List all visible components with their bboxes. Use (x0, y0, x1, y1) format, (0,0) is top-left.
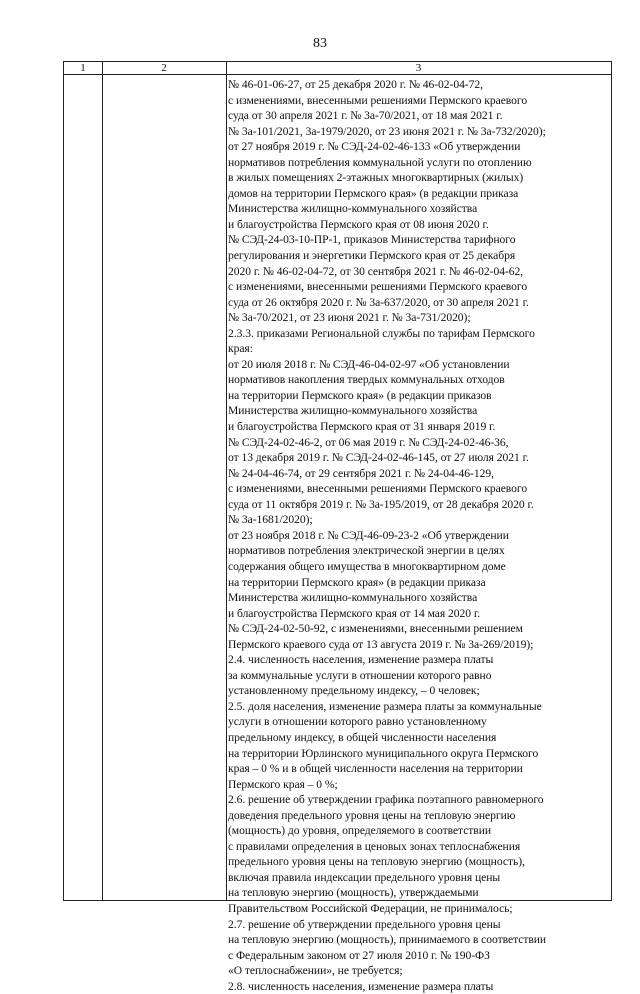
column-divider-1 (102, 62, 103, 900)
text-line: с изменениями, внесенными решениями Пермского краевого (228, 93, 528, 107)
text-line: № СЭД-24-03-10-ПР-1, приказов Министерства тарифного (228, 233, 516, 247)
text-line: предельному индексу, в общей численности населения (228, 730, 497, 744)
text-line: услуги в отношении которого равно установленному (228, 715, 487, 729)
text-line: с Федеральным законом от 27 июля 2010 г. № 190-ФЗ (228, 948, 490, 962)
text-line: установленному предельному индексу, – 0 человек; (228, 684, 480, 698)
text-line: от 20 июля 2018 г. № СЭД-46-04-02-97 «Об установлении (228, 357, 510, 371)
text-line: доведения предельного уровня цены на тепловую энергию (228, 808, 516, 822)
table-cell-col-3 (228, 77, 613, 994)
text-line: и благоустройства Пермского края от 31 января 2019 г. (228, 420, 496, 434)
text-line: домов на территории Пермского края» (в редакции приказа (228, 186, 519, 200)
header-divider (64, 74, 611, 75)
text-line: от 13 декабря 2019 г. № СЭД-24-02-46-145, от 27 июля 2021 г. (228, 451, 529, 465)
text-line: включая правила индексации предельного уровня цены (228, 870, 501, 884)
text-line: на территории Пермского края» (в редакции приказа (228, 575, 486, 589)
text-line: с изменениями, внесенными решениями Пермского краевого (228, 482, 528, 496)
text-line: «О теплоснабжении», не требуется; (228, 964, 403, 978)
text-line: края – 0 % и в общей численности населения на территории (228, 762, 523, 776)
text-line: 2.7. решение об утверждении предельного уровня цены (228, 917, 501, 931)
text-line: 2020 г. № 46-02-04-72, от 30 сентября 2021 г. № 46-02-04-62, (228, 264, 524, 278)
text-line: (мощность) до уровня, определяемого в соответствии (228, 824, 492, 838)
text-line: нормативов накопления твердых коммунальных отходов (228, 373, 505, 387)
text-line: суда от 11 октября 2019 г. № 3а-195/2019, от 28 декабря 2020 г. (228, 497, 534, 511)
column-divider-2 (226, 62, 227, 900)
text-line: на тепловую энергию (мощность), принимаемого в соответствии (228, 933, 547, 947)
header-col-3: 3 (415, 62, 422, 74)
text-line: на территории Пермского края» (в редакции приказов (228, 388, 492, 402)
text-line: Правительством Российской Федерации, не принималось; (228, 901, 513, 915)
text-line: № СЭД-24-02-46-2, от 06 мая 2019 г. № СЭД-24-02-46-36, (228, 435, 509, 449)
text-line: на тепловую энергию (мощность), утверждаемыми (228, 886, 479, 900)
text-line: за коммунальные услуги в отношении которого равно (228, 668, 492, 682)
text-line: Министерства жилищно-коммунального хозяйства (228, 591, 478, 605)
page-number: 83 (313, 36, 327, 51)
text-line: № 3а-101/2021, 3а-1979/2020, от 23 июня 2021 г. № 3а-732/2020); (228, 124, 546, 138)
text-line: № 3а-70/2021, от 23 июня 2021 г. № 3а-731/2020); (228, 311, 471, 325)
text-line: от 23 ноября 2018 г. № СЭД-46-09-23-2 «Об утверждении (228, 528, 509, 542)
text-line: № 24-04-46-74, от 29 сентября 2021 г. № 24-04-46-129, (228, 466, 494, 480)
text-line: суда от 26 октября 2020 г. № 3а-637/2020, от 30 апреля 2021 г. (228, 295, 529, 309)
text-line: № 3а-1681/2020); (228, 513, 313, 527)
text-line: № 46-01-06-27, от 25 декабря 2020 г. № 46-02-04-72, (228, 78, 483, 91)
text-line: 2.8. численность населения, изменение размера платы (228, 979, 494, 993)
text-line: Министерства жилищно-коммунального хозяйства (228, 404, 478, 418)
document-table (63, 61, 612, 993)
text-line: 2.3.3. приказами Региональной службы по тарифам Пермского (228, 326, 535, 340)
text-line: предельного уровня цены на тепловую энергию (мощность), (228, 855, 525, 869)
text-line: регулирования и энергетики Пермского края от 25 декабря (228, 249, 516, 263)
text-line: Пермского краевого суда от 13 августа 2019 г. № 3а-269/2019); (228, 637, 534, 651)
text-line: на территории Юрлинского муниципального округа Пермского (228, 746, 539, 760)
text-line: с правилами определения в ценовых зонах теплоснабжения (228, 839, 521, 853)
text-line: нормативов потребления коммунальной услуги по отоплению (228, 155, 532, 169)
text-line: с изменениями, внесенными решениями Пермского краевого (228, 280, 528, 294)
text-line: 2.5. доля населения, изменение размера платы за коммунальные (228, 699, 542, 713)
text-line: и благоустройства Пермского края от 08 июня 2020 г. (228, 217, 489, 231)
text-line: № СЭД-24-02-50-92, с изменениями, внесенными решением (228, 622, 523, 636)
text-line: Пермского края – 0 %; (228, 777, 338, 791)
text-line: нормативов потребления электрической энергии в целях (228, 544, 505, 558)
text-line: 2.6. решение об утверждении графика поэтапного равномерного (228, 793, 544, 807)
text-line: содержания общего имущества в многоквартирном доме (228, 559, 506, 573)
header-col-1: 1 (80, 62, 86, 74)
text-line: и благоустройства Пермского края от 14 мая 2020 г. (228, 606, 481, 620)
text-line: в жилых помещениях 2-этажных многоквартирных (жилых) (228, 171, 524, 185)
header-col-2: 2 (161, 62, 167, 74)
text-line: Министерства жилищно-коммунального хозяйства (228, 202, 478, 216)
text-line: от 27 ноября 2019 г. № СЭД-24-02-46-133 «Об утверждении (228, 140, 521, 154)
text-line: края: (228, 342, 253, 356)
text-line: суда от 30 апреля 2021 г. № 3а-70/2021, от 18 мая 2021 г. (228, 109, 503, 123)
text-line: 2.4. численность населения, изменение размера платы (228, 653, 494, 667)
